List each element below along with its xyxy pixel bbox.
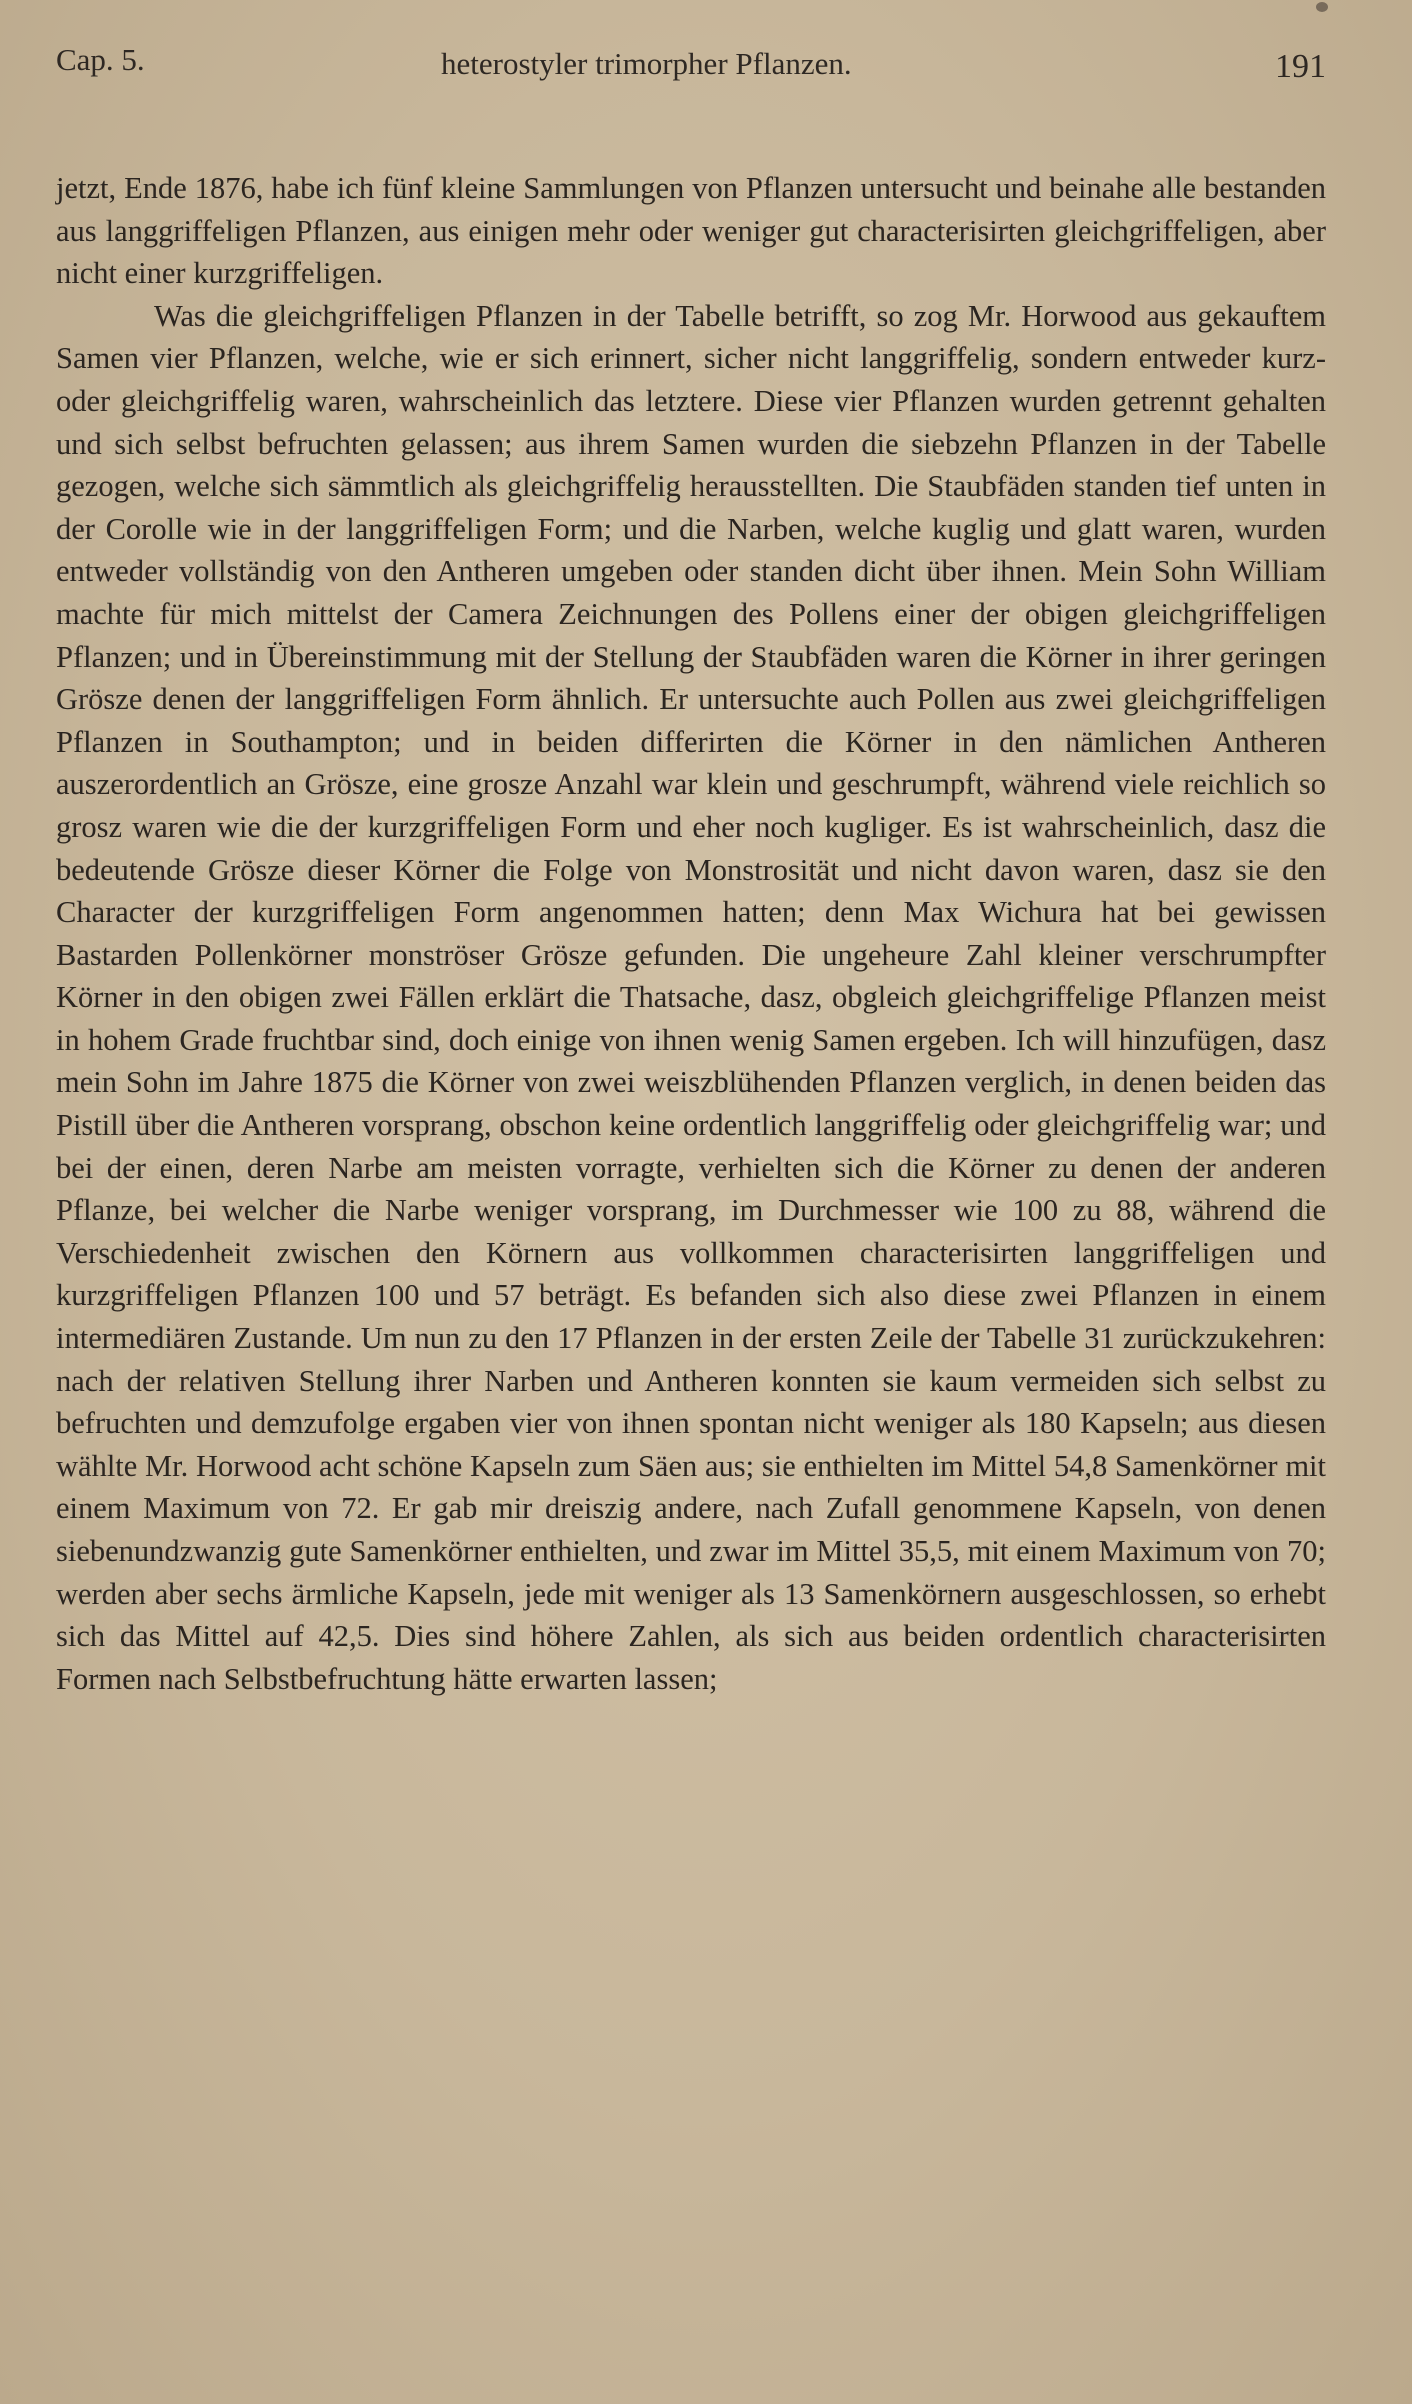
running-title: heterostyler trimorpher Pflanzen. [441, 46, 852, 81]
body-text [56, 167, 1326, 1700]
ink-spot [1316, 2, 1328, 12]
page-header [56, 36, 1326, 96]
chapter-label: Cap. 5. [56, 42, 145, 77]
page-number: 191 [1275, 48, 1326, 85]
book-page [56, 36, 1326, 1700]
paragraph: jetzt, Ende 1876, habe ich fünf kleine Sammlungen von Pflanzen untersucht und beinahe alle bestanden aus langgriffeligen Pflanzen, aus einigen mehr oder weniger gut characterisirten gleichgriffeligen, aber nicht einer kurzgriffeligen. [56, 171, 1326, 291]
paragraph: Was die gleichgriffeligen Pflanzen in der Tabelle betrifft, so zog Mr. Horwood aus gekauftem Samen vier Pflanzen, welche, wie er sich erinnert, sicher nicht langgriffelig, sondern entweder kurz- oder gleichgriffelig waren, wahrscheinlich das letztere. Diese vier Pflanzen wurden getrennt gehalten und sich selbst befruchten gelassen; aus ihrem Samen wurden die siebzehn Pflanzen in der Tabelle gezogen, welche sich sämmtlich als gleichgriffelig herausstellten. Die Staubfäden standen tief unten in der Corolle wie in der langgriffeligen Form; und die Narben, welche kuglig und glatt waren, wurden entweder vollständig von den Antheren umgeben oder standen dicht über ihnen. Mein Sohn William machte für mich mittelst der Camera Zeichnungen des Pollens einer der obigen gleichgriffeligen Pflanzen; und in Übereinstimmung mit der Stellung der Staubfäden waren die Körner in ihrer geringen Grösze denen der langgriffeligen Form ähnlich. Er untersuchte auch Pollen aus zwei gleichgriffeligen Pflanzen in Southampton; und in beiden differirten die Körner in den nämlichen Antheren auszerordentlich an Grösze, eine grosze Anzahl war klein und geschrumpft, während viele reichlich so grosz waren wie die der kurzgriffeligen Form und eher noch kugliger. Es ist wahrscheinlich, dasz die bedeutende Grösze dieser Körner die Folge von Monstrosität und nicht davon waren, dasz sie den Character der kurzgriffeligen Form angenommen hatten; denn Max Wichura hat bei gewissen Bastarden Pollenkörner monströser Grösze gefunden. Die ungeheure Zahl kleiner verschrumpfter Körner in den obigen zwei Fällen erklärt die Thatsache, dasz, obgleich gleichgriffelige Pflanzen meist in hohem Grade fruchtbar sind, doch einige von ihnen wenig Samen ergeben. Ich will hinzufügen, dasz mein Sohn im Jahre 1875 die Körner von zwei weiszblühenden Pflanzen verglich, in denen beiden das Pistill über die Antheren vorsprang, obschon keine ordentlich langgriffelig oder gleichgriffelig war; und bei der einen, deren Narbe am meisten vorragte, verhielten sich die Körner zu denen der anderen Pflanze, bei welcher die Narbe weniger vorsprang, im Durchmesser wie 100 zu 88, während die Verschiedenheit zwischen den Körnern aus vollkommen characterisirten langgriffeligen und kurzgriffeligen Pflanzen 100 und 57 beträgt. Es befanden sich also diese zwei Pflanzen in einem intermediären Zustande. Um nun zu den 17 Pflanzen in der ersten Zeile der Tabelle 31 zurückzukehren: nach der relativen Stellung ihrer Narben und Antheren konnten sie kaum vermeiden sich selbst zu befruchten und demzufolge ergaben vier von ihnen spontan nicht weniger als 180 Kapseln; aus diesen wählte Mr. Horwood acht schöne Kapseln zum Säen aus; sie enthielten im Mittel 54,8 Samenkörner mit einem Maximum von 72. Er gab mir dreiszig andere, nach Zufall genommene Kapseln, von denen siebenundzwanzig gute Samenkörner enthielten, und zwar im Mittel 35,5, mit einem Maximum von 70; werden aber sechs ärmliche Kapseln, jede mit weniger als 13 Samenkörnern ausgeschlossen, so erhebt sich das Mittel auf 42,5. Dies sind höhere Zahlen, als sich aus beiden ordentlich characterisirten Formen nach Selbstbefruchtung hätte erwarten lassen; [56, 298, 1326, 1696]
